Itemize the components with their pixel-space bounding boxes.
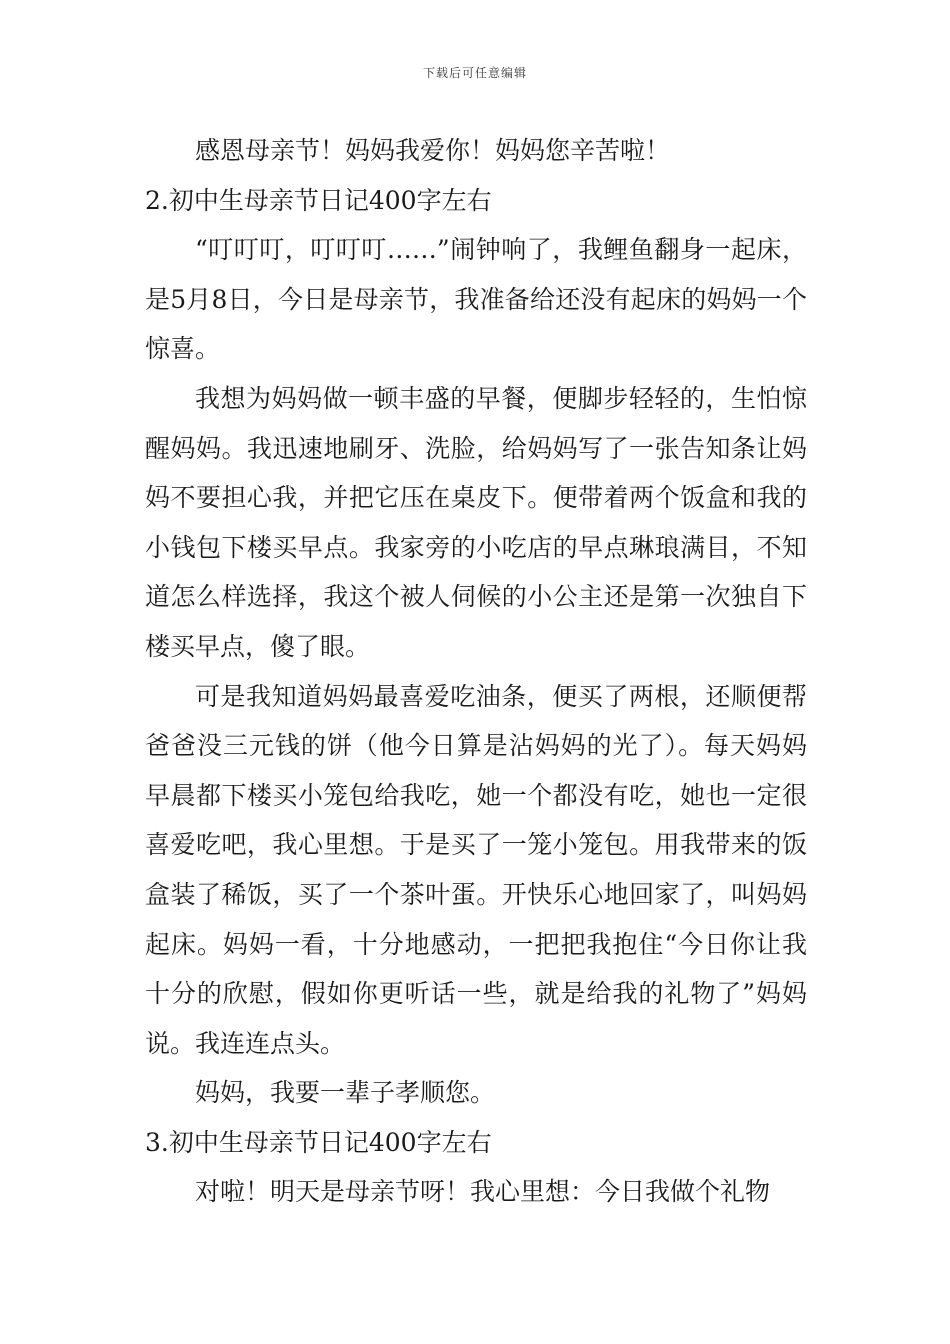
paragraph-6: 对啦！明天是母亲节呀！我心里想：今日我做个礼物 (195, 1177, 771, 1207)
document-body (145, 126, 807, 1217)
paragraph-4: 可是我知道妈妈最喜爱吃油条，便买了两根，还顺便帮爸爸没三元钱的饼（他今日算是沾妈妈的光了）。每天妈妈早晨都下楼买小笼包给我吃，她一个都没有吃，她也一定很喜爱吃吧，我心里想。于是买了一笼小笼包。用我带来的饭盒装了稀饭，买了一个茶叶蛋。开快乐心地回家了，叫妈妈起床。妈妈一看，十分地感动，一把把我抱住“今日你让我十分的欣慰，假如你更听话一些，就是给我的礼物了”妈妈说。我连连点头。 (145, 681, 807, 1058)
page-header: 下载后可任意编辑 (422, 66, 527, 80)
paragraph-1: 感恩母亲节！妈妈我爱你！妈妈您辛苦啦！ (195, 136, 671, 165)
section-heading-3: 3.初中生母亲节日记400字左右 (145, 1127, 492, 1157)
paragraph-5: 妈妈，我要一辈子孝顺您。 (195, 1078, 496, 1108)
paragraph-3: 我想为妈妈做一顿丰盛的早餐，便脚步轻轻的，生怕惊醒妈妈。我迅速地刷牙、洗脸，给妈妈写了一张告知条让妈妈不要担心我，并把它压在桌皮下。便带着两个饭盒和我的小钱包下楼买早点。我家旁的小吃店的早点琳琅满目，不知道怎么样选择，我这个被人伺候的小公主还是第一次独自下楼买早点，傻了眼。 (145, 383, 807, 661)
section-heading-2: 2.初中生母亲节日记400字左右 (145, 185, 492, 215)
paragraph-2: “叮叮叮，叮叮叮……”闹钟响了，我鲤鱼翻身一起床，是5月8日，今日是母亲节，我准备给还没有起床的妈妈一个惊喜。 (145, 235, 807, 364)
